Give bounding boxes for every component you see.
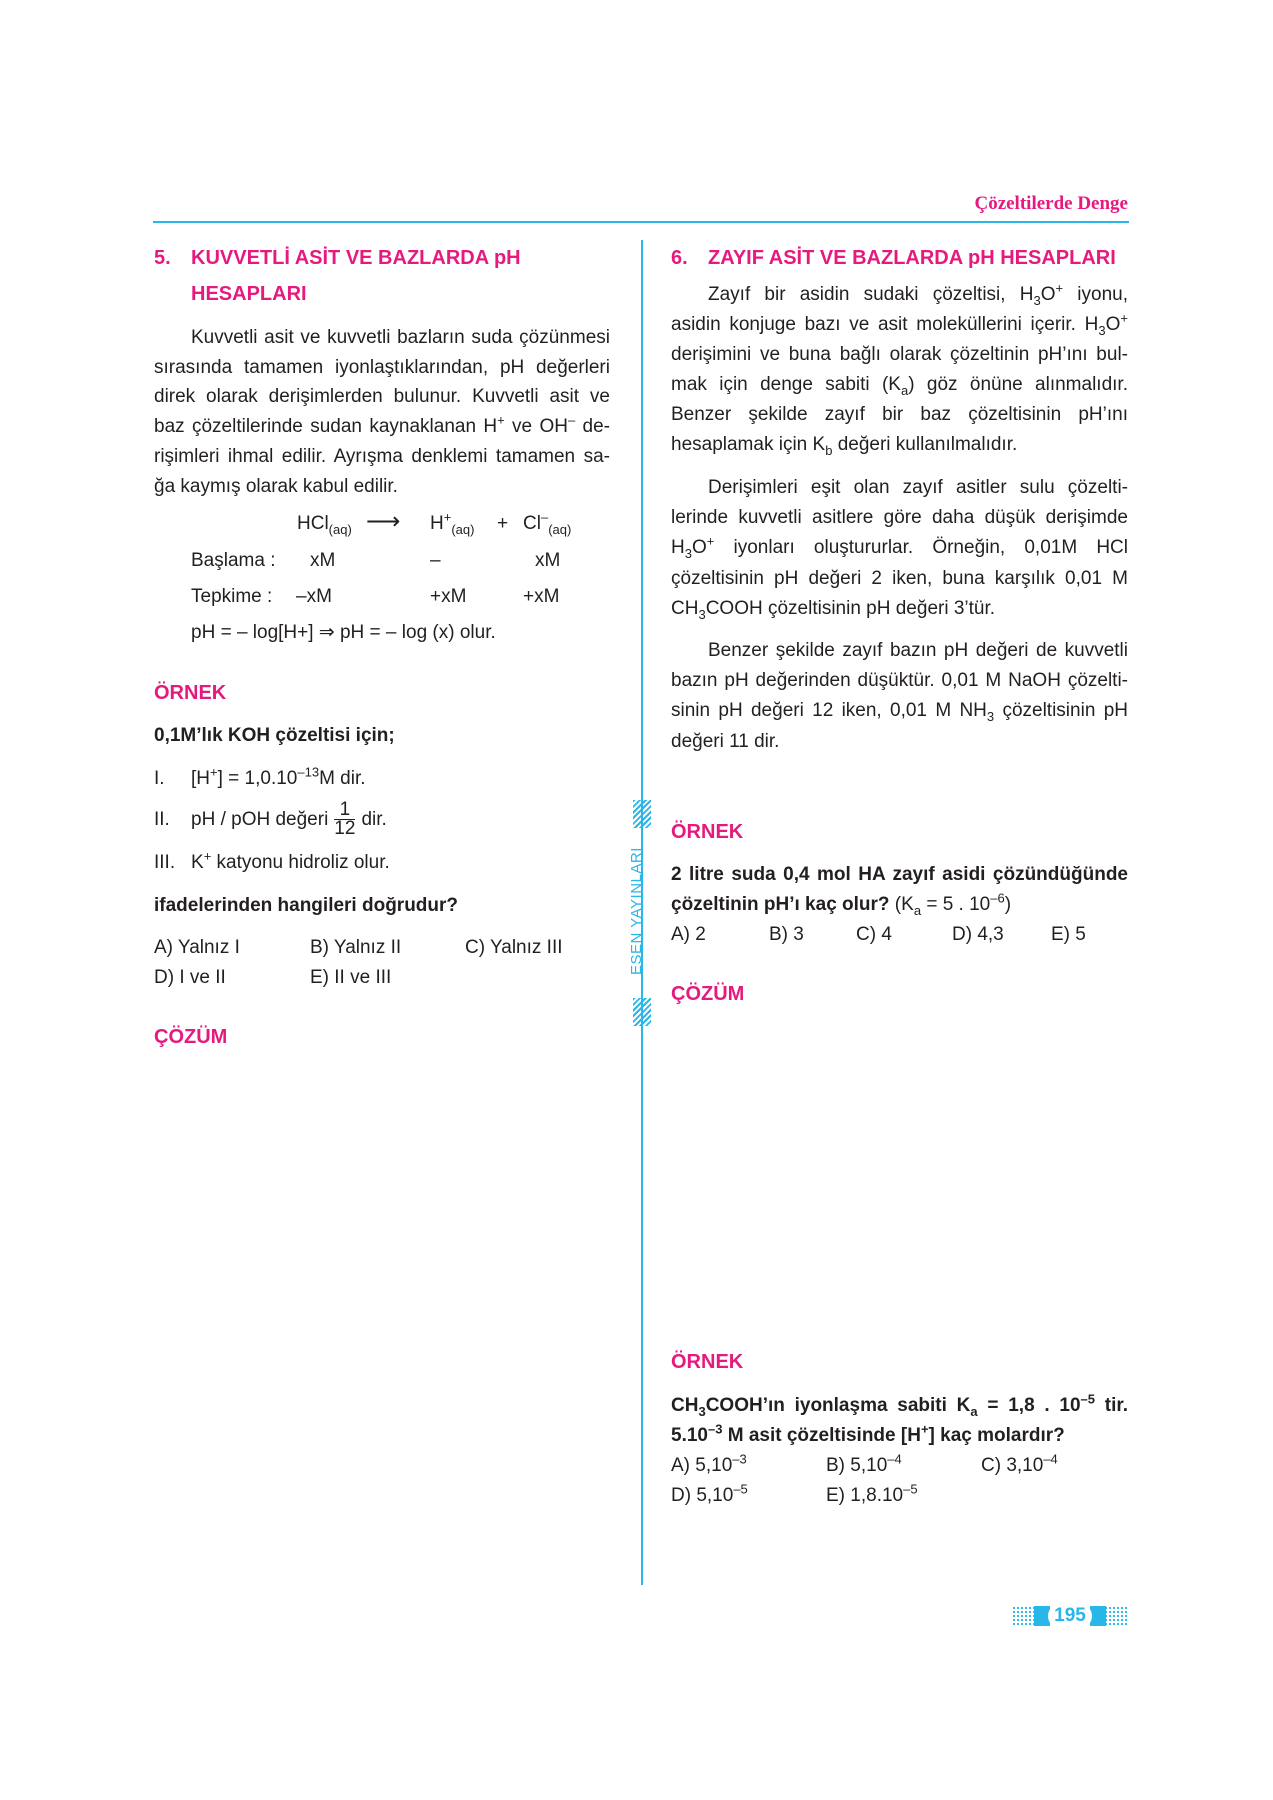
subscript: (aq) [548,521,572,537]
option-b[interactable]: B) Yalnız II [310,937,402,958]
paragraph-line [708,636,1128,666]
row-label-initial: Başlama : [191,550,276,571]
hatch-ornament-bottom [633,998,651,1026]
superscript: + [1120,310,1128,326]
statement-text [191,796,387,844]
text-segment: baz çözeltilerinde sudan kaynaklanan H [154,416,498,437]
text-segment: çözeltinin pH’ı kaç olur? [671,894,890,915]
superscript: + [203,848,212,864]
row-value: – [430,550,441,571]
example-label: ÖRNEK [154,682,227,704]
text-segment: E) 1,8.10 [826,1485,904,1506]
paragraph-line [671,696,1128,726]
text-segment: direk olarak derişimlerden bulunur. Kuvvetli asit ve [154,386,610,407]
paragraph-line [671,310,1128,340]
product-h-plus [430,509,474,539]
question-text [671,860,1128,890]
statement-pre: pH / pOH değeri [191,809,329,830]
subscript: 3 [698,1403,706,1419]
row-value: +xM [523,586,560,607]
option-a[interactable] [671,1451,747,1481]
text-segment: rişimleri ihmal edilir. Ayrışma denklemi tamamen sa- [154,446,610,467]
superscript: – [540,509,549,525]
subscript: b [825,442,833,458]
text-segment: sırasında tamamen iyonlaştıklarından, pH değerleri [154,357,610,378]
paragraph-line [671,370,1128,400]
question-text: 0,1M’lık KOH çözeltisi için; [154,725,395,746]
page-number: 195 [1048,1603,1092,1629]
superscript: –5 [903,1481,918,1497]
text-segment: K [191,852,204,873]
superscript: –4 [887,1451,902,1467]
example-label: ÖRNEK [671,1351,744,1373]
text-segment: ] = 1,0.10 [217,768,298,789]
question-text [671,890,1011,920]
paragraph-line [671,430,1017,460]
paragraph-line [671,533,1128,563]
text-segment: ve OH [504,416,568,437]
subscript: (aq) [451,521,475,537]
row-value: xM [535,550,561,571]
option-d[interactable] [671,1481,748,1511]
text-segment: sinin pH değeri 12 iken, 0,01 M NH [671,700,987,721]
text-segment: D) 5,10 [671,1485,734,1506]
fraction-numerator: 1 [339,799,351,821]
text-segment: [H [191,768,210,789]
text-segment: H [671,537,685,558]
section-6-title: ZAYIF ASİT VE BAZLARDA pH HESAPLARI [708,247,1116,269]
superscript: –6 [990,890,1005,906]
row-value: +xM [430,586,467,607]
superscript: + [443,509,452,525]
row-value: xM [310,550,336,571]
row-label-change: Tepkime : [191,586,273,607]
text-segment: değeri 11 dir. [671,731,780,752]
subscript: 3 [698,606,706,622]
text-segment: asidin konjuge bazı ve asit moleküllerini içerir. H [671,314,1099,335]
option-e[interactable]: E) II ve III [310,967,392,988]
text-segment: = 5 . 10 [921,894,991,915]
text-segment: tir. [1095,1395,1128,1416]
text-segment: M dir. [319,768,366,789]
solution-label: ÇÖZÜM [154,1026,228,1048]
option-e[interactable]: E) 5 [1051,924,1086,945]
hatch-ornament-top [633,800,651,828]
paragraph-line [671,594,995,624]
paragraph-line [191,323,610,353]
text-segment: iyonu, [1063,284,1128,305]
superscript: + [210,764,218,780]
publisher-label: ESEN YAYINLARI [628,847,645,975]
text-segment: derişimini ve buna bağlı olarak çözeltinin pH’ını bul- [671,344,1128,365]
text-segment: de- [575,416,610,437]
option-c[interactable] [981,1451,1058,1481]
question-text [671,1391,1128,1421]
superscript: + [497,412,505,428]
text-segment: (K [889,894,914,915]
text-segment: Zayıf bir asidin sudaki çözeltisi, H [708,284,1034,305]
text-segment: Derişimleri eşit olan zayıf asitler sulu çözelti- [708,477,1128,498]
option-a[interactable]: A) 2 [671,924,706,945]
text-segment: ] kaç molardır? [928,1425,1065,1446]
dots-ornament [1104,1606,1128,1626]
option-c[interactable]: C) Yalnız III [465,937,563,958]
text-segment: değeri kullanılmalıdır. [832,434,1018,455]
text-segment: A) 5,10 [671,1455,733,1476]
running-title: Çözeltilerde Denge [974,193,1128,214]
subscript: 3 [684,545,692,561]
text-segment: 2 litre suda 0,4 mol HA zayıf asidi çözündüğünde [671,864,1128,885]
question-text [671,1421,1065,1451]
text-segment: O [691,537,707,558]
statement-post: dir. [361,809,387,830]
paragraph-line [671,666,1128,696]
reactant-hcl [297,509,352,539]
paragraph-line [708,280,1128,310]
paragraph-line [671,503,1128,533]
text-segment: Benzer şekilde zayıf bazın pH değeri de kuvvetli [708,640,1128,661]
page-number-badge [1012,1603,1128,1629]
text-segment: CH [671,1395,699,1416]
paragraph-line [671,564,1128,594]
option-d[interactable]: D) I ve II [154,967,226,988]
paragraph-line [154,472,398,502]
subscript: 3 [1098,322,1106,338]
text-segment: O [1105,314,1121,335]
superscript: + [706,533,715,549]
paragraph-line [154,353,610,383]
section-5-number: 5. [154,247,171,269]
subscript: a [970,1403,978,1419]
paragraph-line [671,400,1128,430]
plus-sign: + [497,513,509,534]
text-segment: 5.10 [671,1425,708,1446]
product-cl-minus [523,509,571,539]
superscript: –4 [1043,1451,1058,1467]
text-segment: O [1040,284,1056,305]
text-segment: iyonları oluştururlar. Örneğin, 0,01M HCl [714,537,1128,558]
superscript: –3 [732,1451,747,1467]
superscript: + [1055,280,1064,296]
text-segment: ğa kaymış olarak kabul edilir. [154,476,398,497]
text-segment: Cl [523,513,541,534]
example-label: ÖRNEK [671,821,744,843]
subscript: 3 [1033,292,1041,308]
subscript: (aq) [328,521,352,537]
text-segment: bazın pH değerinden düşüktür. 0,01 M NaOH çözelti- [671,670,1128,691]
section-5-title-line2: HESAPLARI [191,283,307,305]
solution-label: ÇÖZÜM [671,983,745,1005]
text-segment: B) 5,10 [826,1455,888,1476]
statement-number: II. [154,809,170,830]
text-segment: katyonu hidroliz olur. [211,852,390,873]
text-segment: COOH’ın iyonlaşma sabiti K [705,1395,971,1416]
text-segment: hesaplamak için K [671,434,826,455]
text-segment: Benzer şekilde zayıf bir baz çözeltisinin pH’ını [671,404,1128,425]
paragraph-line [154,442,610,472]
fraction-denominator: 12 [334,818,356,840]
text-segment: M asit çözeltisinde [H [722,1425,921,1446]
section-6-number: 6. [671,247,688,269]
text-segment: = 1,8 . 10 [977,1395,1081,1416]
superscript: + [920,1421,929,1437]
text-segment: H [430,513,444,534]
subscript: a [913,902,922,918]
option-c[interactable]: C) 4 [856,924,892,945]
text-segment: COOH çözeltisinin pH değeri 3’tür. [705,598,996,619]
paragraph-line [154,382,610,412]
text-segment: C) 3,10 [981,1455,1044,1476]
paragraph-line [708,473,1128,503]
paragraph-line [671,340,1128,370]
text-segment: HCl [297,513,329,534]
superscript: – [567,412,576,428]
subscript: 3 [986,708,995,724]
ph-formula: pH = – log[H+] ⇒ pH = – log (x) olur. [191,622,496,643]
text-segment: lerinde kuvvetli asitlere göre daha düşük derişimde [671,507,1128,528]
reaction-arrow-icon: ⟶ [366,508,401,535]
fraction [334,801,355,838]
statement-text [191,848,390,878]
superscript: –5 [733,1481,748,1497]
section-5-title-line1: KUVVETLİ ASİT VE BAZLARDA pH [191,247,521,269]
superscript: –3 [707,1421,723,1437]
option-a[interactable]: A) Yalnız I [154,937,240,958]
text-segment: çözeltisinin pH [994,700,1128,721]
option-b[interactable] [826,1451,902,1481]
statement-number: III. [154,852,176,873]
header-rule [153,221,1129,223]
paragraph-line [671,727,779,757]
subscript: a [900,382,909,398]
row-value: –xM [296,586,332,607]
option-d[interactable]: D) 4,3 [952,924,1004,945]
superscript: –13 [297,764,320,780]
option-b[interactable]: B) 3 [769,924,804,945]
text-segment: ) [1004,894,1012,915]
superscript: –5 [1080,1391,1096,1407]
statement-text [191,764,366,794]
text-segment: çözeltisinin pH değeri 2 iken, buna karşılık 0,01 M [671,568,1128,589]
text-segment: mak için denge sabiti (K [671,374,901,395]
statement-number: I. [154,768,165,789]
text-segment: Kuvvetli asit ve kuvvetli bazların suda çözünmesi [191,327,610,348]
paragraph-line [154,412,610,442]
question-prompt: ifadelerinden hangileri doğrudur? [154,895,459,916]
text-segment: CH [671,598,699,619]
text-segment: ) göz önüne alınmalıdır. [908,374,1128,395]
option-e[interactable] [826,1481,918,1511]
